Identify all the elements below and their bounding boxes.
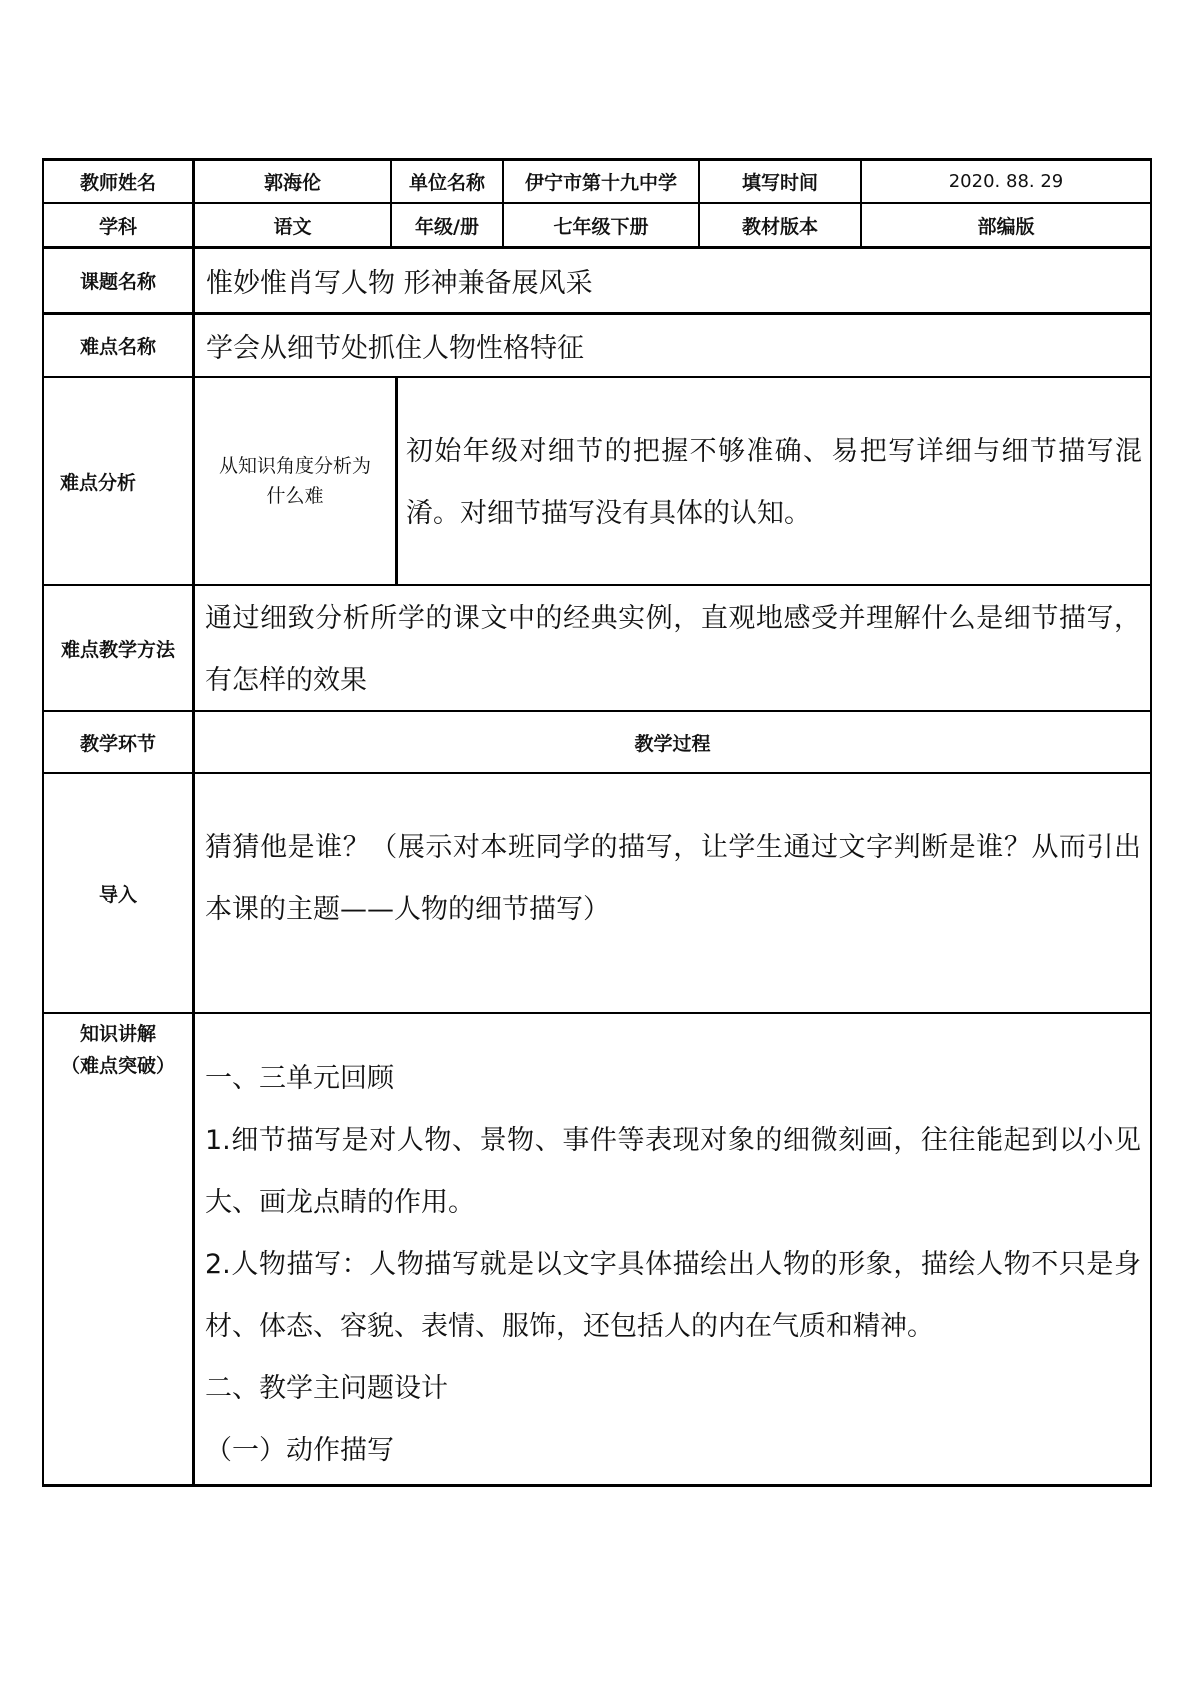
topic-label: 课题名称 xyxy=(79,271,156,293)
unit-name-label: 单位名称 xyxy=(408,171,485,194)
subject-value: 语文 xyxy=(273,215,312,238)
difficulty-label: 难点名称 xyxy=(79,336,156,358)
knowledge-line-2: 2.人物描写：人物描写就是以文字具体描绘出人物的形象，描绘人物不只是身材、体态、容貌、表情、服饰，还包括人的内在气质和精神。 xyxy=(205,1249,1141,1342)
knowledge-line-0: 一、三单元回顾 xyxy=(205,1063,394,1094)
analysis-content: 初始年级对细节的把握不够准确、易把写详细与细节描写混淆。对细节描写没有具体的认知。 xyxy=(406,436,1142,529)
rule-analysis-sub xyxy=(395,378,398,584)
rule-process-header xyxy=(42,772,1152,774)
fill-time-value: 2020. 88. 29 xyxy=(948,170,1064,192)
rule-right xyxy=(1150,158,1152,1487)
knowledge-label-line1: 知识讲解 xyxy=(79,1022,156,1045)
rule-difficulty xyxy=(42,376,1152,378)
rule-bottom xyxy=(42,1484,1152,1487)
knowledge-line-3: 二、教学主问题设计 xyxy=(205,1373,448,1404)
knowledge-line-4: （一）动作描写 xyxy=(205,1435,394,1466)
stage-header-label: 教学环节 xyxy=(79,732,156,755)
knowledge-line-1: 1.细节描写是对人物、景物、事件等表现对象的细微刻画，往往能起到以小见大、画龙点睛的作用。 xyxy=(205,1125,1141,1218)
intro-content: 猜猜他是谁？（展示对本班同学的描写，让学生通过文字判断是谁？从而引出本课的主题——人物的细节描写） xyxy=(205,832,1141,925)
difficulty-value: 学会从细节处抓住人物性格特征 xyxy=(206,333,584,364)
unit-name-value: 伊宁市第十九中学 xyxy=(524,171,677,194)
rule-analysis xyxy=(42,584,1152,586)
edition-label: 教材版本 xyxy=(741,215,818,238)
rule-intro xyxy=(42,1012,1152,1014)
subject-label: 学科 xyxy=(98,215,137,238)
fill-time-label: 填写时间 xyxy=(741,171,818,194)
process-header-label: 教学过程 xyxy=(634,732,711,755)
topic-value: 惟妙惟肖写人物 形神兼备展风采 xyxy=(206,268,593,299)
grade-value: 七年级下册 xyxy=(553,215,649,238)
teacher-name-label: 教师姓名 xyxy=(79,171,156,194)
grade-label: 年级/册 xyxy=(415,215,479,238)
analysis-sub-label: 从知识角度分析为什么难 xyxy=(218,455,371,507)
edition-value: 部编版 xyxy=(977,215,1035,238)
analysis-label: 难点分析 xyxy=(59,471,136,494)
knowledge-label-line2: （难点突破） xyxy=(60,1054,175,1077)
intro-label: 导入 xyxy=(98,883,137,906)
teacher-name-value: 郭海伦 xyxy=(263,171,321,194)
method-content: 通过细致分析所学的课文中的经典实例，直观地感受并理解什么是细节描写，有怎样的效果 xyxy=(205,603,1141,696)
method-label: 难点教学方法 xyxy=(60,638,175,661)
